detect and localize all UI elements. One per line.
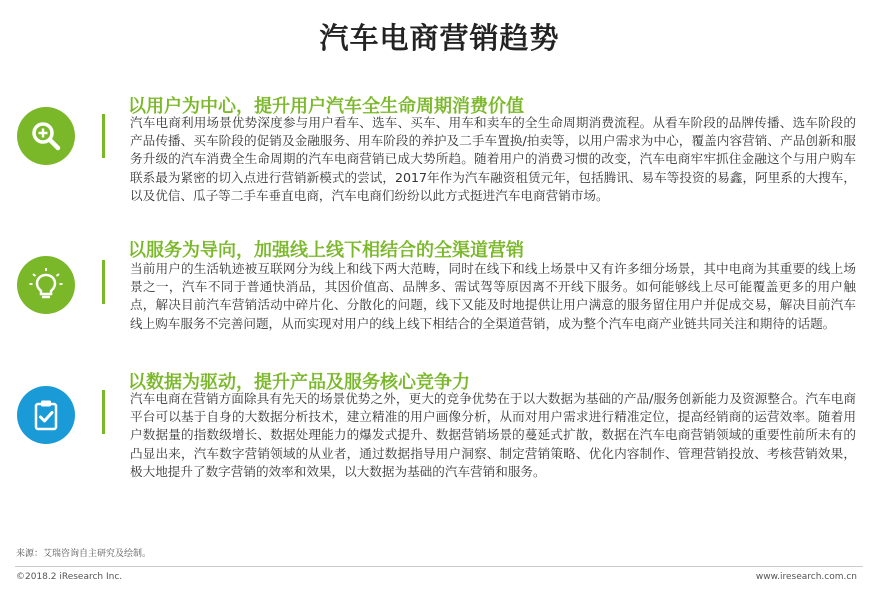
section-body: 汽车电商在营销方面除具有先天的场景优势之外，更大的竞争优势在于以大数据为基础的产品/服务创新能力及资源整合。汽车电商平台可以基于自身的大数据分析技术，建立精准的用户画像分析，从而对用户需求进行精准定位，提高经销商的运营效率。随着用户数据量的指数级增长、数据处理能力的爆发式提升、数据营销场景的蔓延式扩散，数据在汽车电商营销领域的重要性前所未有的凸显出来，汽车数字营销领域的从业者，通过数据指导用户洞察、制定营销策略、优化内容制作、管理营销投放、考核营销效果，极大地提升了数字营销的效率和效果，以大数据为基础的汽车营销和服务。: [130, 391, 856, 479]
section-heading: 以服务为导向，加强线上线下相结合的全渠道营销: [128, 240, 524, 261]
section-divider: [102, 390, 105, 434]
section-heading: 以用户为中心，提升用户汽车全生命周期消费价值: [128, 96, 524, 117]
section-divider: [102, 114, 105, 158]
source-note: 来源：艾瑞咨询自主研究及绘制。: [16, 549, 152, 559]
page-title: 汽车电商营销趋势: [319, 21, 560, 55]
section-body: 当前用户的生活轨迹被互联网分为线上和线下两大范畴，同时在线下和线上场景中又有许多细分场景，其中电商为其重要的线上场景之一，汽车不同于普通快消品，其因价值高、品牌多、需试驾等原因离不开线下服务。如何能够线上尽可能覆盖更多的用户触点，解决目前汽车营销活动中碎片化、分散化的问题，线下又能及时地提供让用户满意的服务留住用户并促成交易，解决目前汽车线上购车服务不完善问题，从而实现对用户的线上线下相结合的全渠道营销，成为整个汽车电商产业链共同关注和期待的话题。: [130, 261, 856, 331]
section-divider: [102, 260, 105, 304]
copyright-text: ©2018.2 iResearch Inc.: [16, 572, 123, 582]
section-heading: 以数据为驱动，提升产品及服务核心竞争力: [128, 372, 470, 393]
magnifier-plus-icon: [17, 107, 75, 165]
section-body: 汽车电商利用场景优势深度参与用户看车、选车、买车、用车和卖车的全生命周期消费流程。从看车阶段的品牌传播、选车阶段的产品传播、买车阶段的促销及金融服务、用车阶段的养护及二手车置换/拍卖等，以用户需求为中心，覆盖内容营销、产品创新和服务升级的汽车消费全生命周期的汽车电商营销已成大势所趋。随着用户的消费习惯的改变，汽车电商牢牢抓住金融这个与用户购车联系最为紧密的切入点进行营销新模式的尝试，2017年作为汽车融资租赁元年，包括腾讯、易车等投资的易鑫，阿里系的大搜车，以及优信、瓜子等二手车垂直电商，汽车电商们纷纷以此方式挺进汽车电商营销市场。: [130, 115, 856, 203]
website-link[interactable]: www.iresearch.com.cn: [755, 572, 857, 582]
lightbulb-icon: [17, 256, 75, 314]
clipboard-check-icon: [17, 386, 75, 444]
footer-divider: [15, 566, 863, 567]
